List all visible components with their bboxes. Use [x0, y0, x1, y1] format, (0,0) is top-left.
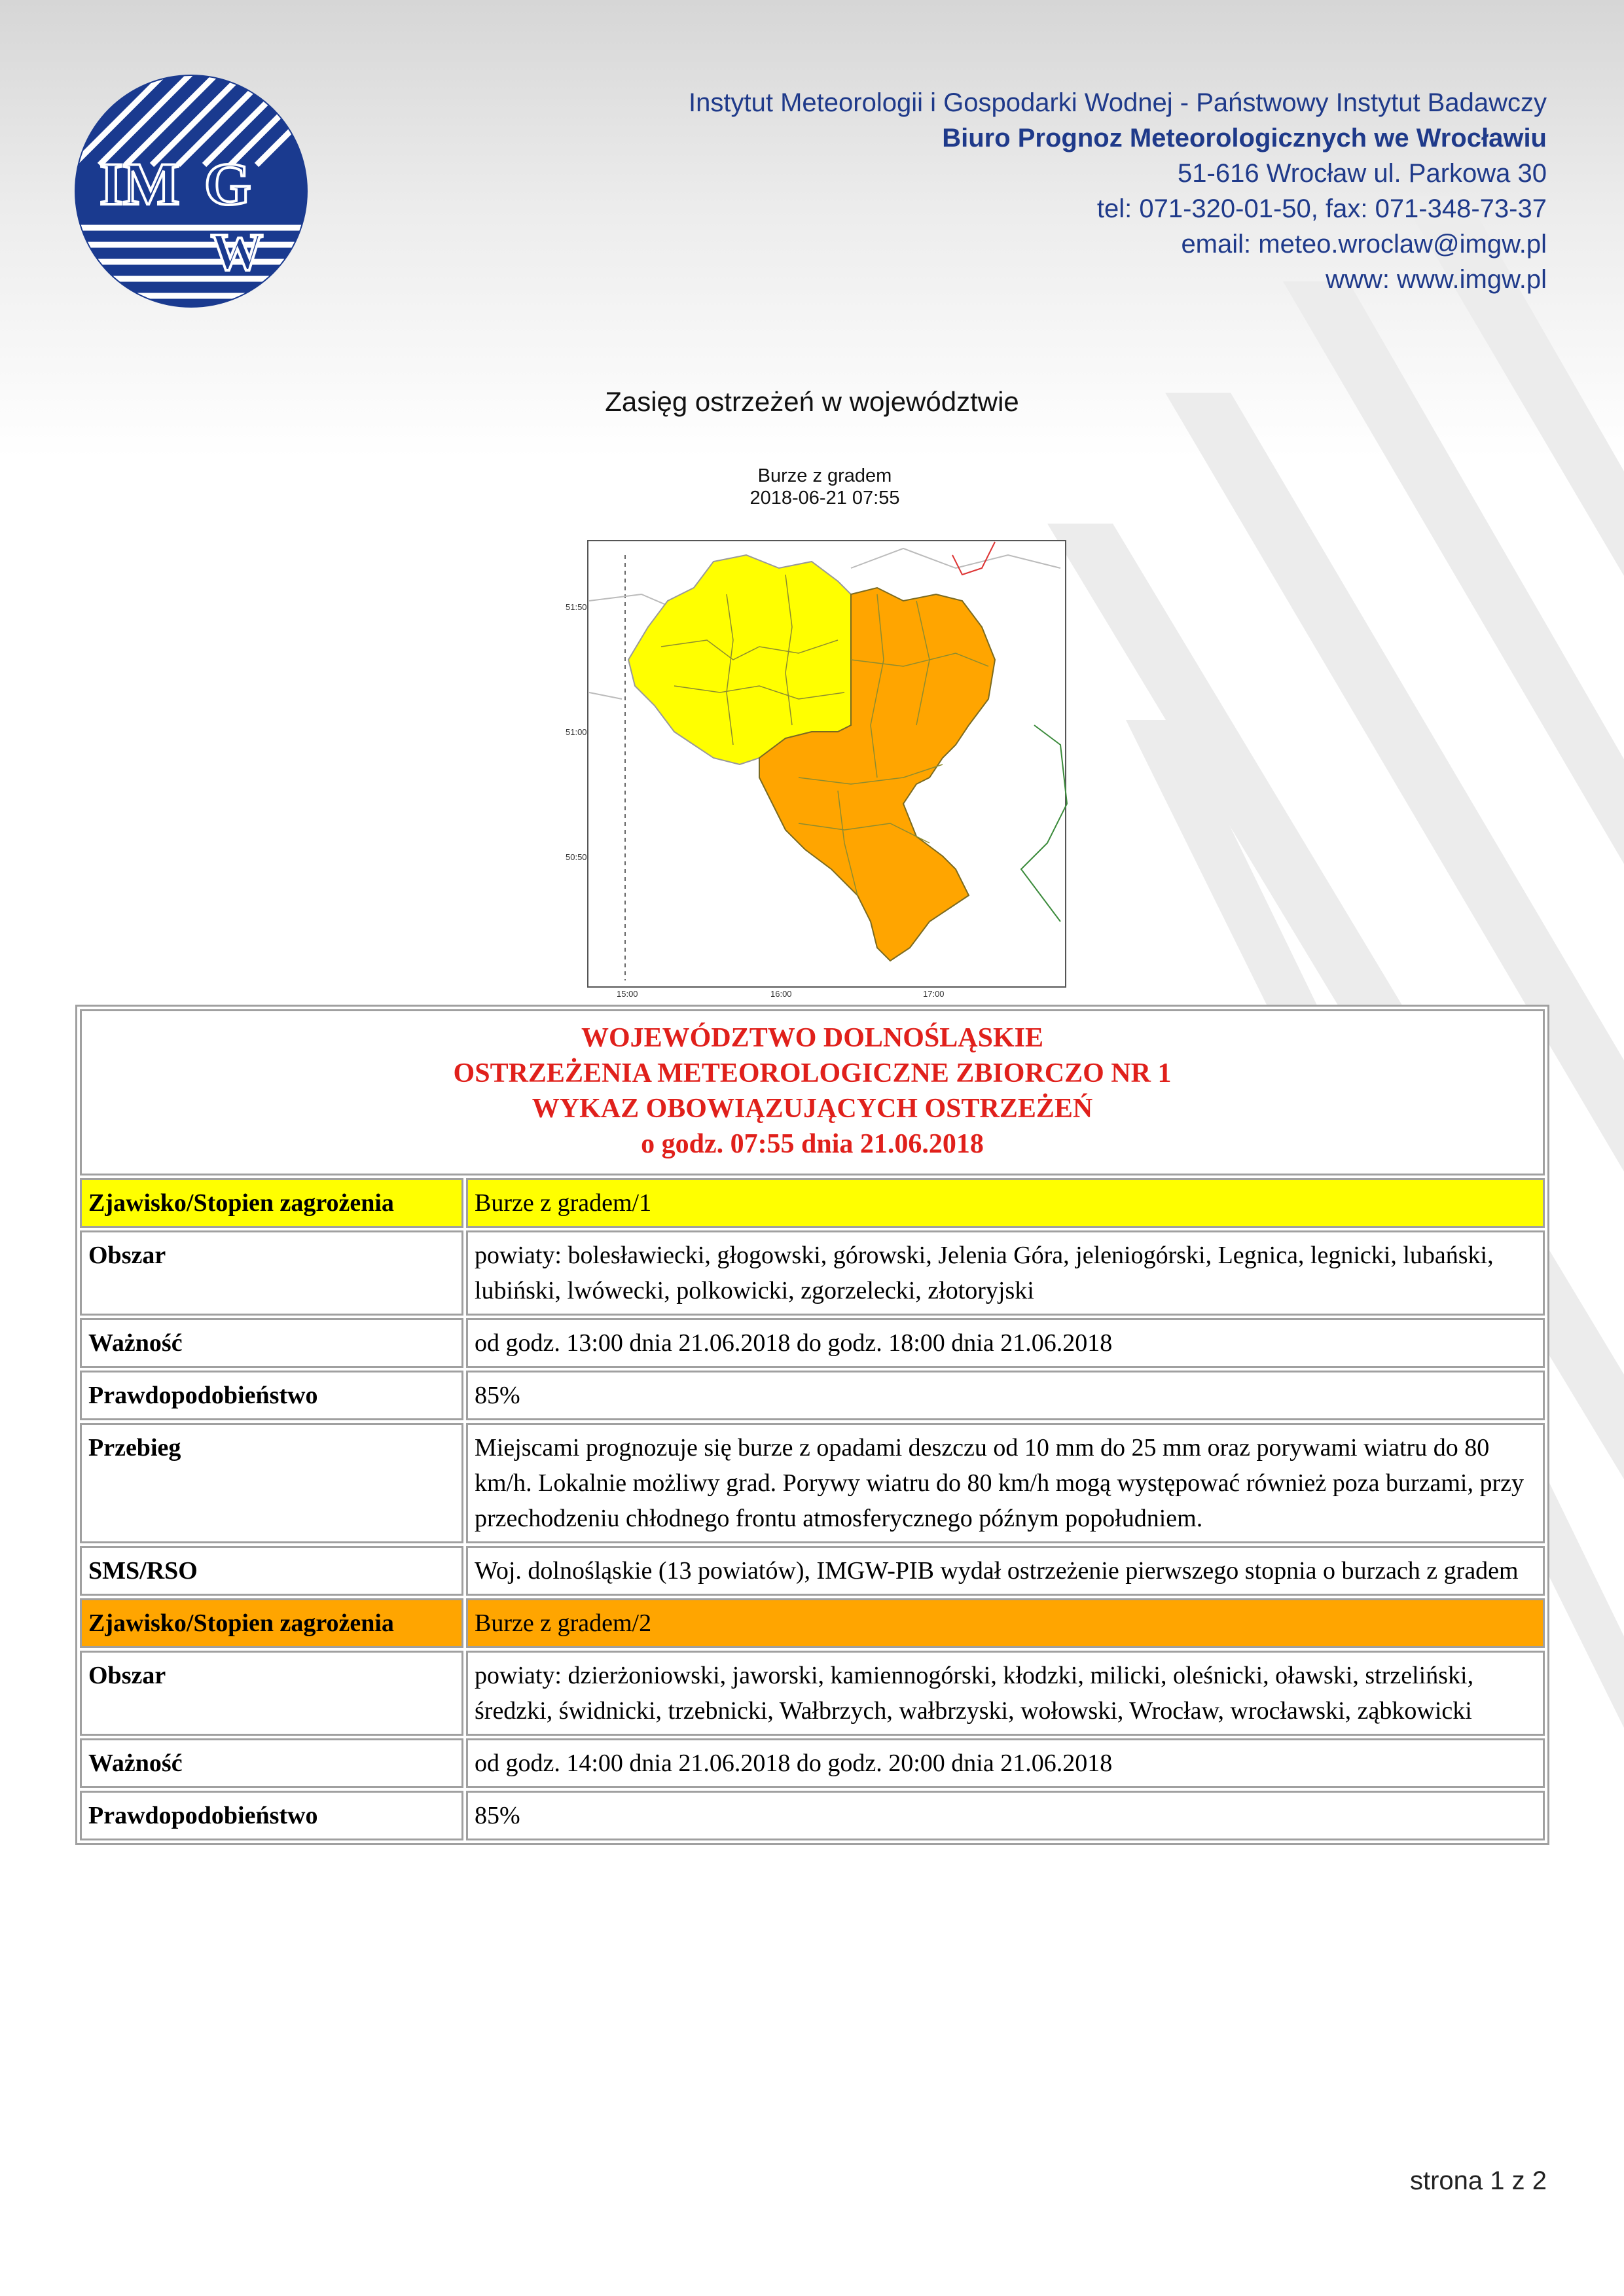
validity-value: od godz. 14:00 dnia 21.06.2018 do godz. 20:00 dnia 21.06.2018	[466, 1738, 1545, 1788]
phone-fax: tel: 071-320-01-50, fax: 071-348-73-37	[1096, 194, 1547, 223]
svg-text:IM: IM	[99, 151, 180, 217]
table-row	[80, 1371, 1545, 1420]
probability-value: 85%	[466, 1371, 1545, 1420]
phenomenon-label: Zjawisko/Stopien zagrożenia	[80, 1178, 463, 1228]
lat-label: 51:50	[566, 602, 587, 612]
map-datetime: 2018-06-21 07:55	[749, 488, 900, 509]
probability-label: Prawdopodobieństwo	[80, 1371, 463, 1420]
lon-label: 15:00	[617, 989, 638, 999]
website: www: www.imgw.pl	[1326, 265, 1547, 294]
area-label: Obszar	[80, 1651, 463, 1736]
probability-label: Prawdopodobieństwo	[80, 1791, 463, 1840]
table-row	[80, 1738, 1545, 1788]
lon-label: 16:00	[770, 989, 792, 999]
bulletin-title: OSTRZEŻENIA METEOROLOGICZNE ZBIORCZO NR 1	[453, 1058, 1172, 1088]
sms-value: Woj. dolnośląskie (13 powiatów), IMGW-PIB wydał ostrzeżenie pierwszego stopnia o burzach z gradem	[466, 1546, 1545, 1596]
address: 51-616 Wrocław ul. Parkowa 30	[1178, 159, 1547, 188]
map-title	[681, 465, 969, 509]
course-value: Miejscami prognozuje się burze z opadami deszczu od 10 mm do 25 mm oraz porywami wiatru do 80 km/h. Lokalnie możliwy grad. Porywy wiatru do 80 km/h mogą występować również poza burzami, przy przechodzeniu chłodnego frontu atmosferycznego późnym popołudniem.	[466, 1423, 1545, 1543]
warnings-table	[75, 1005, 1549, 1845]
institution-name: Instytut Meteorologii i Gospodarki Wodnej - Państwowy Instytut Badawczy	[689, 88, 1547, 117]
lat-label: 50:50	[566, 852, 587, 862]
table-header	[80, 1009, 1545, 1175]
map-phenomenon: Burze z gradem	[757, 465, 892, 486]
imgw-logo	[73, 73, 309, 309]
phenomenon-label: Zjawisko/Stopien zagrożenia	[80, 1598, 463, 1648]
sms-label: SMS/RSO	[80, 1546, 463, 1596]
probability-value: 85%	[466, 1791, 1545, 1840]
course-label: Przebieg	[80, 1423, 463, 1543]
table-row	[80, 1546, 1545, 1596]
table-row	[80, 1178, 1545, 1228]
table-row	[80, 1791, 1545, 1840]
list-title: WYKAZ OBOWIĄZUJĄCYCH OSTRZEŻEŃ	[532, 1094, 1093, 1124]
lon-label: 17:00	[923, 989, 945, 999]
email: email: meteo.wroclaw@imgw.pl	[1181, 230, 1547, 259]
voivodeship-title: WOJEWÓDZTWO DOLNOŚLĄSKIE	[581, 1023, 1043, 1053]
validity-label: Ważność	[80, 1738, 463, 1788]
institution-block	[689, 85, 1547, 297]
svg-text:G: G	[204, 151, 251, 217]
issue-time: o godz. 07:55 dnia 21.06.2018	[641, 1129, 984, 1159]
table-row	[80, 1318, 1545, 1368]
validity-value: od godz. 13:00 dnia 21.06.2018 do godz. 18:00 dnia 21.06.2018	[466, 1318, 1545, 1368]
page-number: strona 1 z 2	[1409, 2166, 1547, 2195]
validity-label: Ważność	[80, 1318, 463, 1368]
table-row	[80, 1423, 1545, 1543]
lat-label: 51:00	[566, 727, 587, 737]
map-section-title: Zasięg ostrzeżeń w województwie	[605, 386, 1019, 417]
table-row	[80, 1598, 1545, 1648]
table-row	[80, 1651, 1545, 1736]
warning-map	[563, 529, 1074, 999]
phenomenon-value: Burze z gradem/2	[466, 1598, 1545, 1648]
area-label: Obszar	[80, 1230, 463, 1316]
office-name: Biuro Prognoz Meteorologicznych we Wrocławiu	[942, 124, 1547, 152]
area-value: powiaty: bolesławiecki, głogowski, górowski, Jelenia Góra, jeleniogórski, Legnica, legnicki, lubański, lubiński, lwówecki, polkowicki, zgorzelecki, złotoryjski	[466, 1230, 1545, 1316]
svg-text:W: W	[211, 224, 263, 281]
phenomenon-value: Burze z gradem/1	[466, 1178, 1545, 1228]
table-row	[80, 1230, 1545, 1316]
area-value: powiaty: dzierżoniowski, jaworski, kamiennogórski, kłodzki, milicki, oleśnicki, oławski, strzeliński, średzki, świdnicki, trzebnicki, Wałbrzych, wałbrzyski, wołowski, Wrocław, wrocławski, ząbkowicki	[466, 1651, 1545, 1736]
